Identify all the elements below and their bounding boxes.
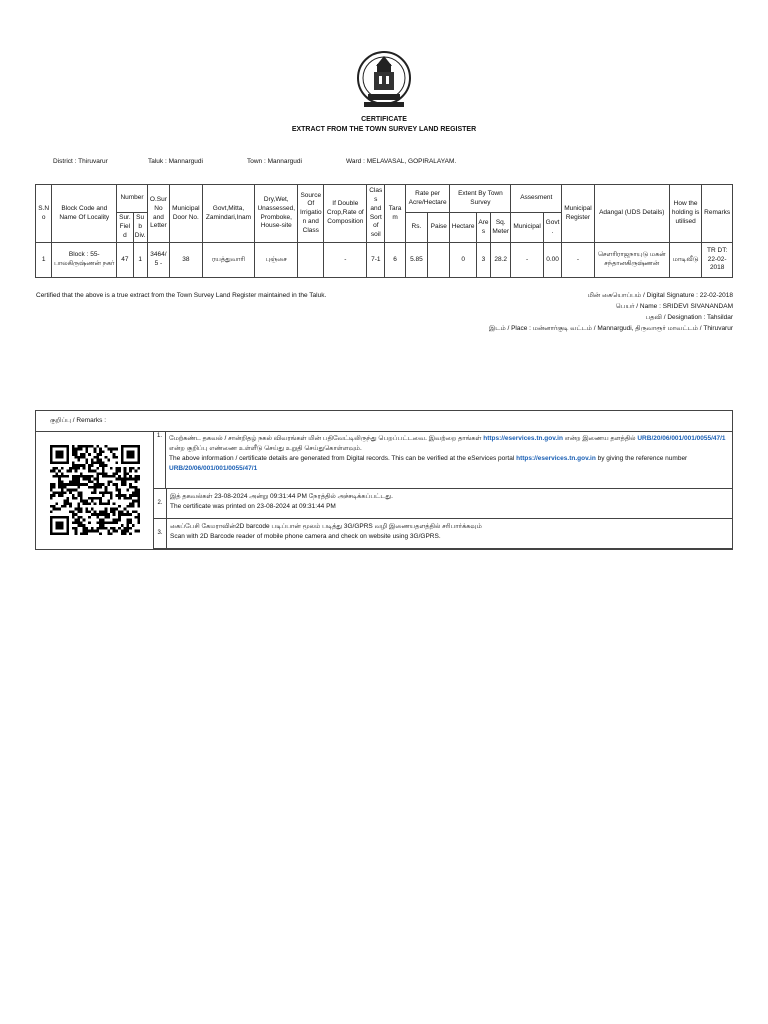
header-paise: Paise (428, 213, 450, 243)
header-rate: Rate per Acre/Hectare (405, 185, 450, 213)
district-label: District : Thiruvarur (53, 158, 108, 165)
signatory-name: பெயர் / Name : SRIDEVI SIVANANDAM (615, 303, 733, 310)
table-row (36, 243, 733, 278)
remarks-notes (153, 431, 732, 549)
ward-label: Ward : MELAVASAL, GOPIRALAYAM. (346, 158, 457, 165)
header-govt-assess: Govt. (543, 213, 561, 243)
note-tamil-text: என்ற குறிப்பு எண்ணை உள்ளீடு செய்து உறுதி செய்துகொள்ளவும். (169, 445, 362, 452)
cell-municipal: - (511, 243, 544, 278)
taluk-label: Taluk : Mannargudi (148, 158, 203, 165)
certified-statement: Certified that the above is a true extract from the Town Survey Land Register maintained in the Taluk. (36, 292, 327, 299)
eservices-link[interactable]: https://eservices.tn.gov.in (483, 435, 563, 442)
signatory-place: இடம் / Place : மன்னார்குடி வட்டம் / Mannargudi, திருவாரூர் மாவட்டம் / Thiruvarur (488, 325, 733, 332)
note-number: 2. (154, 488, 167, 518)
note-number: 1. (154, 431, 166, 488)
header-block: Block Code and Name Of Locality (52, 185, 117, 243)
note-english-text: The certificate was printed on 23-08-2024 at 09:31:44 PM (170, 503, 336, 510)
land-register-table (35, 184, 733, 278)
header-door: Municipal Door No. (170, 185, 203, 243)
note-text (167, 488, 732, 518)
town-label: Town : Mannargudi (247, 158, 302, 165)
header-number: Number (117, 185, 147, 213)
cell-osur: 3464/5 - (147, 243, 169, 278)
list-item (154, 431, 732, 489)
note-tamil-text: கைப்பேசி கேமராவின்2D barcode படிப்பான் மூலம் படித்து 3G/GPRS வழி இணையதளத்தில் சரிபார்க்கவும் (170, 523, 482, 530)
header-assess: Assesment (511, 185, 562, 213)
cell-sqm: 28.2 (491, 243, 511, 278)
cell-govt: ரயத்துவாரி (202, 243, 255, 278)
qr-code[interactable] (50, 445, 140, 535)
note-tamil-text: இத் தகவல்கள் 23-08-2024 அன்று 09:31:44 PM நேரத்தில் அச்சடிக்கப்பட்டது. (170, 493, 393, 500)
note-tamil-text: மேற்கண்ட தகவல் / சான்றிதழ் நகல் விவரங்கள் மின் பதிவேட்டிலிருந்து பெறப்பட்டவை. இவற்றை தாங்கள் (169, 435, 484, 442)
cell-ares: 3 (476, 243, 490, 278)
header-osur: O.Sur No and Letter (147, 185, 169, 243)
header-sur-field: Sur. Field (117, 213, 133, 243)
header-sqm: Sq. Meter (491, 213, 511, 243)
header-taram: Taram (385, 185, 405, 243)
note-tamil-text: என்ற இணைய தளத்தில் (562, 435, 638, 442)
header-holding: How the holding is utilised (669, 185, 702, 243)
cell-sno: 1 (36, 243, 52, 278)
list-item (154, 488, 732, 519)
header-dry: Dry,Wet, Unassessed, Promboke, House-site (255, 185, 298, 243)
header-remarks: Remarks (702, 185, 733, 243)
cell-source (298, 243, 324, 278)
remarks-heading: குறிப்பு / Remarks : (36, 411, 732, 432)
cell-adangal: சௌரிராஜநாயுடு மகன் சந்தானகிருஷ்ணன் (594, 243, 669, 278)
list-item (154, 518, 732, 549)
eservices-link[interactable]: https://eservices.tn.gov.in (516, 455, 596, 462)
cell-paise (428, 243, 450, 278)
cell-double: - (324, 243, 367, 278)
reference-number-link[interactable]: URB/20/06/001/001/0055/47/1 (637, 435, 726, 442)
header-extent: Extent By Town Survey (450, 185, 511, 213)
header-adangal: Adangal (UDS Details) (594, 185, 669, 243)
certificate-title: CERTIFICATE (361, 116, 407, 123)
signatory-designation: பதவி / Designation : Tahsildar (645, 314, 733, 321)
header-sno: S.No (36, 185, 52, 243)
header-double: If Double Crop,Rate of Composition (324, 185, 367, 243)
state-emblem-logo (356, 50, 412, 110)
cell-mreg: - (562, 243, 595, 278)
header-rs: Rs. (405, 213, 427, 243)
reference-number-link[interactable]: URB/20/06/001/001/0055/47/1 (169, 465, 258, 472)
header-mreg: Municipal Register (562, 185, 595, 243)
note-english-text: The above information / certificate details are generated from Digital records. This can be verified at the eServices portal (169, 455, 517, 462)
cell-dry: புஞ்சை (255, 243, 298, 278)
note-text (166, 431, 732, 488)
cell-rs: 5.85 (405, 243, 427, 278)
note-english-text: Scan with 2D Barcode reader of mobile phone camera and check on website using 3G/GPRS. (170, 533, 441, 540)
note-text (167, 518, 732, 548)
cell-block: Block : 55-பாலகிருஷ்ணன் நகர் (52, 243, 117, 278)
header-class: Class and Sort of soil (367, 185, 385, 243)
cell-sur-field: 47 (117, 243, 133, 278)
cell-holding: மாடிவீடு (669, 243, 702, 278)
cell-sub-div: 1 (133, 243, 147, 278)
header-govt: Govt,Mitta, Zamindari,Inam (202, 185, 255, 243)
digital-signature: மின் கையொப்பம் / Digital Signature : 22-02-2018 (587, 292, 733, 299)
cell-door: 38 (170, 243, 203, 278)
certificate-subtitle: EXTRACT FROM THE TOWN SURVEY LAND REGISTER (291, 126, 477, 133)
cell-remarks: TR DT: 22-02-2018 (702, 243, 733, 278)
cell-taram: 6 (385, 243, 405, 278)
header-source: Source Of Irrigation and Class (298, 185, 324, 243)
header-hectare: Hectare (450, 213, 476, 243)
header-municipal: Municipal (511, 213, 544, 243)
header-sub-div: Sub Div. (133, 213, 147, 243)
note-number: 3. (154, 518, 167, 548)
cell-hectare: 0 (450, 243, 476, 278)
cell-class: 7-1 (367, 243, 385, 278)
header-ares: Ares (476, 213, 490, 243)
note-english-text: by giving the reference number (595, 455, 688, 462)
cell-govt-assess: 0.00 (543, 243, 561, 278)
remarks-section (35, 410, 733, 550)
